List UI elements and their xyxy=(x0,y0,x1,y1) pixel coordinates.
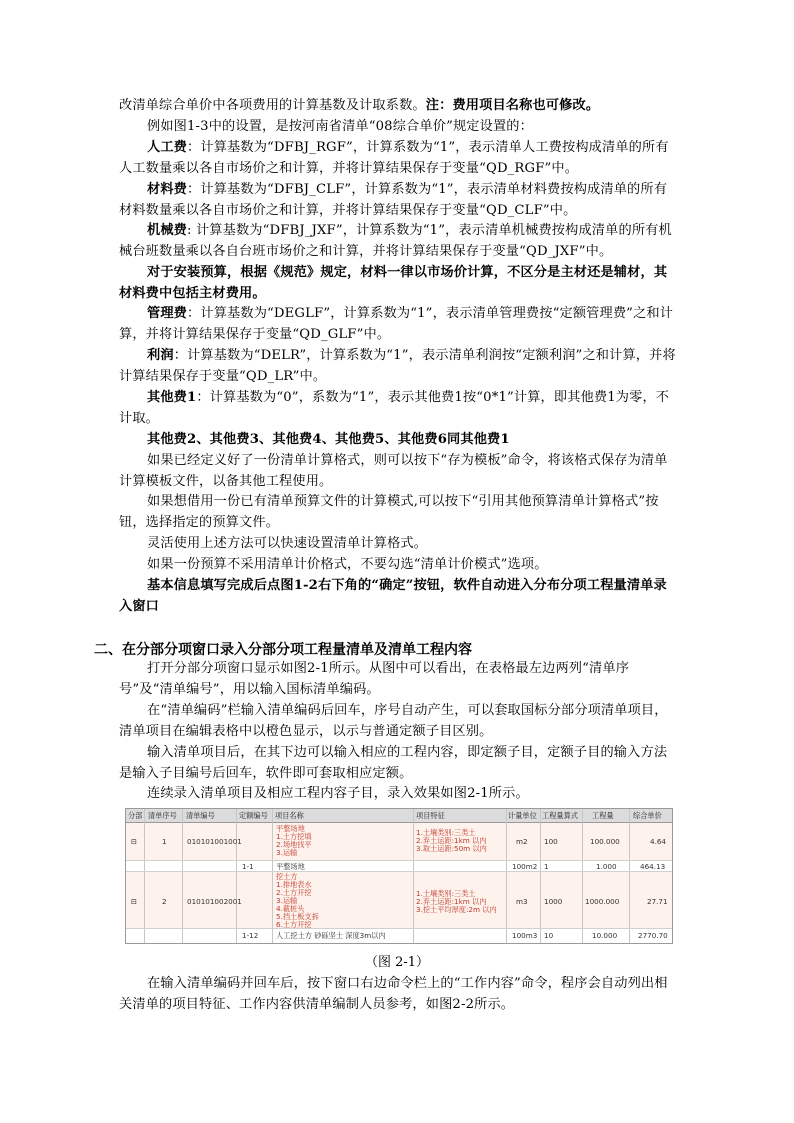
list-code[interactable]: 010101002001 xyxy=(187,897,242,906)
paragraph-flexible: 灵活使用上述方法可以快速设置清单计算格式。 xyxy=(147,536,428,551)
paragraph-1 xyxy=(119,96,679,117)
header-item-name: 项目名称 xyxy=(275,811,304,820)
figure-2-1-table xyxy=(125,808,673,944)
paragraph-list-code: 在“清单编码”栏输入清单编码后回车，序号自动产生，可以套取国标分部分项清单项目，清单项目在编辑表格中以橙色显示，以示与普通定额子目区别。 xyxy=(119,703,668,739)
labor-text: ：计算基数为“DFBJ_RGF”，计算系数为“1”，表示清单人工费按构成清单的所有人工数量乘以各自市场价之和计算，并将计算结果保存于变量“QD_RGF”中。 xyxy=(119,140,669,176)
quantity: 100.000 xyxy=(590,837,620,846)
paragraph-other-fees: 其他费2、其他费3、其他费4、其他费5、其他费6同其他费1 xyxy=(147,432,510,447)
formula: 1 xyxy=(544,862,549,871)
item-name-line: 5.挡土板支拆 xyxy=(276,912,319,921)
paragraph-2: 例如图1-3中的设置，是按河南省清单“08综合单价”规定设置的： xyxy=(147,119,533,134)
figure-caption: （图 2-1） xyxy=(364,955,430,970)
profit-label: 利润 xyxy=(147,348,174,363)
formula: 100 xyxy=(544,837,558,846)
row-divider xyxy=(126,928,672,929)
formula: 10 xyxy=(544,931,554,940)
paragraph-other-fee-1 xyxy=(119,388,679,429)
paragraph-reference-format: 如果想借用一份已有清单预算文件的计算模式,可以按下“引用其他预算清单计算格式”按钮，选择指定的预算文件。 xyxy=(119,494,659,530)
quota-code[interactable]: 1-1 xyxy=(242,862,254,871)
col-divider xyxy=(540,809,541,943)
paragraph-machine xyxy=(119,221,679,262)
other-fee-1-text: ：计算基数为“0”，系数为“1”，表示其他费1按“0*1”计算，即其他费1为零，不计取。 xyxy=(119,390,670,426)
col-divider xyxy=(272,809,273,943)
col-divider xyxy=(236,809,237,943)
col-divider xyxy=(144,809,145,943)
paragraph-continuous: 连续录入清单项目及相应工程内容子目，录入效果如图2-1所示。 xyxy=(147,786,529,801)
paragraph-list-items: 输入清单项目后，在其下边可以输入相应的工程内容，即定额子目，定额子目的输入方法是输入子目编号后回车，软件即可套取相应定额。 xyxy=(119,745,668,781)
expand-icon[interactable]: ⊟ xyxy=(131,837,138,846)
management-label: 管理费 xyxy=(147,306,188,321)
management-text: ：计算基数为“DEGLF”，计算系数为“1”，表示清单管理费按“定额管理费”之和计算，并将计算结果保存于变量“QD_GLF”中。 xyxy=(119,306,674,342)
paragraph-save-template: 如果已经定义好了一份清单计算格式，则可以按下“存为模板”命令，将该格式保存为清单计算模板文件，以备其他工程使用。 xyxy=(119,453,668,489)
paragraph-no-list-mode: 如果一份预算不采用清单计价格式，不要勾选“清单计价模式”选项。 xyxy=(147,557,548,572)
feature-line: 1.土壤类别:三类土 xyxy=(416,828,476,837)
paragraph-1-text: 改清单综合单价中各项费用的计算基数及计取系数。 xyxy=(119,98,426,113)
unit: 100m2 xyxy=(512,862,538,871)
section-heading-2: 二、在分部分项窗口录入分部分项工程量清单及清单工程内容 xyxy=(94,642,472,658)
feature-line: 3.挖土平均厚度:2m 以内 xyxy=(416,905,497,914)
paragraph-open-window: 打开分部分项窗口显示如图2-1所示。从图中可以看出，在表格最左边两列“清单序号”及“清单编号”，用以输入国标清单编码。 xyxy=(119,661,630,697)
quota-name: 人工挖土方 砂砾坚土 深度3m以内 xyxy=(276,931,386,940)
list-seq: 1 xyxy=(162,837,167,846)
item-name-line: 2.场地找平 xyxy=(276,840,312,849)
paragraph-management xyxy=(119,304,679,345)
feature-line: 2.弃土运距:1km 以内 xyxy=(416,897,487,906)
paragraph-labor xyxy=(119,138,679,179)
unit-price: 27.71 xyxy=(647,897,668,906)
col-divider xyxy=(582,809,583,943)
feature-line: 1.土壤类别:三类土 xyxy=(416,889,476,898)
item-name-line: 3.运输 xyxy=(276,848,298,857)
paragraph-1-note: 注：费用项目名称也可修改。 xyxy=(425,98,600,113)
col-divider xyxy=(629,809,630,943)
item-name-line: 1.排地表水 xyxy=(276,880,312,889)
feature-line: 3.取土运距:50m 以内 xyxy=(416,844,487,853)
machine-label: 机械费 xyxy=(147,223,188,238)
quota-name: 平整场地 xyxy=(276,862,305,871)
header-unit-price: 综合单价 xyxy=(633,811,662,820)
unit: m3 xyxy=(516,897,528,906)
paragraph-profit xyxy=(119,346,679,387)
profit-text: ：计算基数为“DELR”，计算系数为“1”，表示清单利润按“定额利润”之和计算，并将计算结果保存于变量“QD_LR”中。 xyxy=(119,348,676,384)
row-divider xyxy=(126,860,672,861)
item-name-line: 6.土方开挖 xyxy=(276,920,312,929)
paragraph-confirm: 基本信息填写完成后点图1-2右下角的“确定”按钮，软件自动进入分布分项工程量清单录入窗口 xyxy=(119,578,667,614)
other-fee-1-label: 其他费1 xyxy=(147,390,197,405)
header-quantity: 工程量 xyxy=(592,811,614,820)
formula: 1000 xyxy=(544,897,563,906)
item-name-line: 4.截桩头 xyxy=(276,904,305,913)
unit-price: 464.13 xyxy=(640,862,666,871)
col-divider xyxy=(182,809,183,943)
list-seq: 2 xyxy=(162,897,167,906)
machine-text: : 计算基数为“DFBJ_JXF”，计算系数为“1”，表示清单机械费按构成清单的所有机械台班数量乘以各自台班市场价之和计算，并将计算结果保存于变量“QD_JXF”中。 xyxy=(119,223,672,259)
quantity: 1000.000 xyxy=(585,897,620,906)
header-list-code: 清单编号 xyxy=(186,811,215,820)
quota-code[interactable]: 1-12 xyxy=(242,931,259,940)
list-code[interactable]: 010101001001 xyxy=(187,837,242,846)
header-quota-code: 定额编号 xyxy=(239,811,268,820)
expand-icon[interactable]: ⊟ xyxy=(131,897,138,906)
header-division: 分部 xyxy=(128,811,143,820)
paragraph-install-note: 对于安装预算，根据《规范》规定，材料一律以市场价计算，不区分是主材还是辅材，其材料费中包括主材费用。 xyxy=(119,265,668,301)
quantity: 10.000 xyxy=(592,931,618,940)
feature-line: 2.弃土运距:1km 以内 xyxy=(416,836,487,845)
paragraph-work-content: 在输入清单编码并回车后，按下窗口右边命令栏上的“工作内容”命令，程序会自动列出相关清单的项目特征、工作内容供清单编制人员参考，如图2-2所示。 xyxy=(119,976,668,1012)
item-name-line: 平整场地 xyxy=(276,824,305,833)
header-unit: 计量单位 xyxy=(508,811,537,820)
labor-label: 人工费 xyxy=(147,140,188,155)
header-list-seq: 清单序号 xyxy=(148,811,177,820)
unit: 100m3 xyxy=(512,931,538,940)
unit-price: 2770.70 xyxy=(638,931,668,940)
header-features: 项目特征 xyxy=(416,811,445,820)
item-name-line: 挖土方 xyxy=(276,872,298,881)
header-formula: 工程量算式 xyxy=(542,811,578,820)
material-text: ：计算基数为“DFBJ_CLF”，计算系数为“1”，表示清单材料费按构成清单的所有材料数量乘以各自市场价之和计算，并将计算结果保存于变量“QD_CLF”中。 xyxy=(119,182,668,218)
unit: m2 xyxy=(516,837,528,846)
material-label: 材料费 xyxy=(147,182,188,197)
paragraph-material xyxy=(119,180,679,221)
unit-price: 4.64 xyxy=(650,837,667,846)
quantity: 1.000 xyxy=(596,862,617,871)
item-name-line: 3.运输 xyxy=(276,896,298,905)
item-name-line: 1.土方挖填 xyxy=(276,832,312,841)
row-divider xyxy=(126,871,672,872)
col-divider xyxy=(413,809,414,943)
item-name-line: 2.土方开挖 xyxy=(276,888,312,897)
col-divider xyxy=(506,809,507,943)
